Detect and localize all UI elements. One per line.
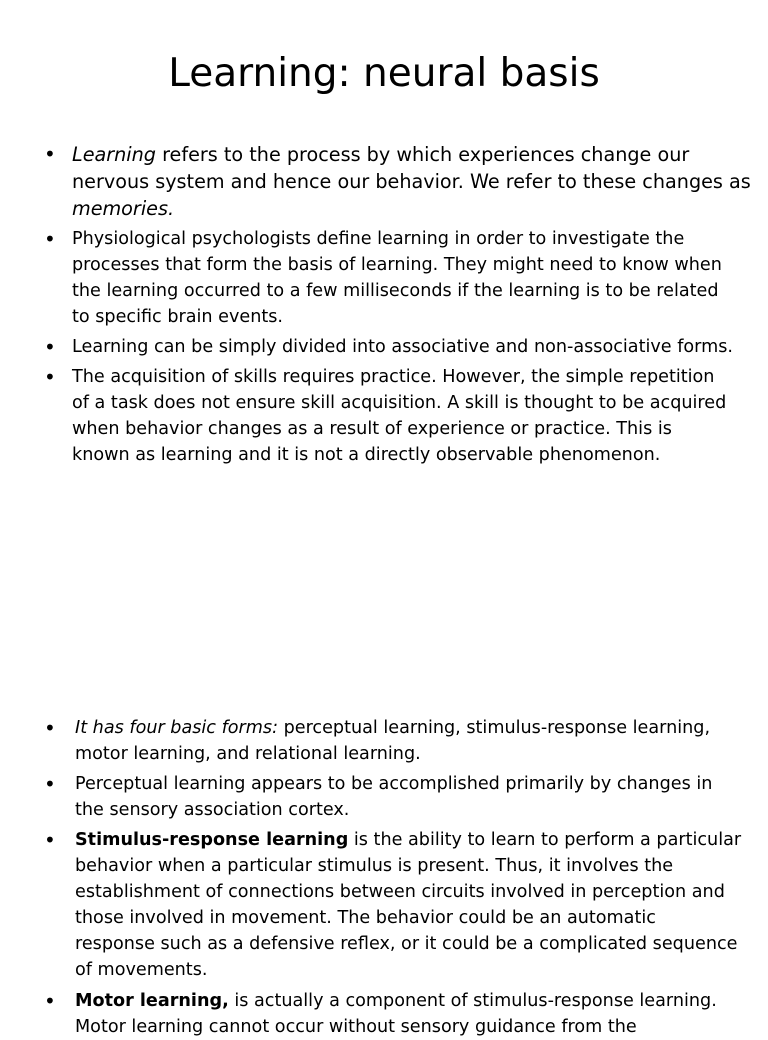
bullet-text (75, 988, 768, 1040)
text-line (75, 1014, 768, 1040)
bold-run: Motor learning, (75, 991, 229, 1011)
text-line (72, 364, 768, 390)
bullet-text (72, 364, 768, 468)
text-line (75, 853, 768, 879)
text-line (72, 252, 768, 278)
text-line (72, 226, 768, 252)
text-run: nervous system and hence our behavior. We refer to these changes as (72, 170, 751, 193)
text-run: those involved in movement. The behavior could be an automatic (75, 908, 656, 928)
list-item (0, 334, 768, 360)
bullet-text (72, 226, 768, 330)
text-line (75, 988, 768, 1014)
text-line (75, 905, 768, 931)
list-item (0, 988, 768, 1040)
text-run: when behavior changes as a result of experience or practice. This is (72, 419, 672, 439)
bullet-text (75, 771, 768, 823)
text-line (75, 715, 768, 741)
bullet-icon: • (44, 335, 56, 359)
text-line (75, 741, 768, 767)
text-run: establishment of connections between circuits involved in perception and (75, 882, 725, 902)
text-run: known as learning and it is not a directly observable phenomenon. (72, 445, 661, 465)
bullet-icon: • (44, 828, 56, 852)
bullet-icon: • (44, 365, 56, 389)
italic-run: memories. (72, 197, 175, 220)
text-run: the learning occurred to a few milliseconds if the learning is to be related (72, 281, 719, 301)
text-line (75, 771, 768, 797)
text-run: of a task does not ensure skill acquisition. A skill is thought to be acquired (72, 393, 727, 413)
text-run: refers to the process by which experiences change our (155, 143, 690, 166)
list-item (0, 141, 768, 222)
text-line (75, 879, 768, 905)
text-run: Perceptual learning appears to be accomplished primarily by changes in (75, 774, 713, 794)
text-line (72, 168, 768, 195)
bullet-text (75, 715, 768, 767)
italic-run: Learning (72, 143, 156, 166)
text-line (75, 797, 768, 823)
text-run: to specific brain events. (72, 307, 284, 327)
bullet-list-2 (0, 715, 768, 1040)
list-item (0, 715, 768, 767)
text-line (75, 957, 768, 983)
bullet-icon: • (44, 772, 56, 796)
text-line (72, 442, 768, 468)
text-run: the sensory association cortex. (75, 800, 350, 820)
list-item (0, 226, 768, 330)
bullet-text (72, 141, 768, 222)
list-item (0, 364, 768, 468)
bullet-icon: • (44, 227, 56, 251)
text-run: processes that form the basis of learning. They might need to know when (72, 255, 722, 275)
text-run: motor learning, and relational learning. (75, 744, 421, 764)
text-line (72, 141, 768, 168)
text-run: response such as a defensive reflex, or it could be a complicated sequence (75, 934, 738, 954)
text-line (75, 931, 768, 957)
text-line (72, 334, 768, 360)
text-run: of movements. (75, 960, 208, 980)
text-run: perceptual learning, stimulus-response learning, (278, 718, 711, 738)
text-run: Physiological psychologists define learning in order to investigate the (72, 229, 685, 249)
bullet-text (75, 827, 768, 983)
bullet-list-1 (0, 141, 768, 468)
text-line (72, 390, 768, 416)
text-run: behavior when a particular stimulus is present. Thus, it involves the (75, 856, 674, 876)
bullet-icon: • (44, 989, 56, 1013)
text-line (72, 304, 768, 330)
text-line (72, 416, 768, 442)
text-run: is actually a component of stimulus-response learning. (228, 991, 717, 1011)
text-line (72, 195, 768, 222)
bullet-text (72, 334, 768, 360)
page-title: Learning: neural basis (168, 51, 600, 96)
text-run: The acquisition of skills requires practice. However, the simple repetition (72, 367, 715, 387)
bullet-icon: • (44, 716, 56, 740)
text-run: Motor learning cannot occur without sensory guidance from the (75, 1017, 637, 1037)
text-line (72, 278, 768, 304)
text-run: Learning can be simply divided into associative and non-associative forms. (72, 337, 733, 357)
bold-run: Stimulus-response learning (75, 830, 349, 850)
bullet-icon: • (44, 142, 56, 166)
text-run: is the ability to learn to perform a particular (348, 830, 742, 850)
italic-run: It has four basic forms: (75, 718, 278, 738)
text-line (75, 827, 768, 853)
list-item (0, 827, 768, 983)
list-item (0, 771, 768, 823)
